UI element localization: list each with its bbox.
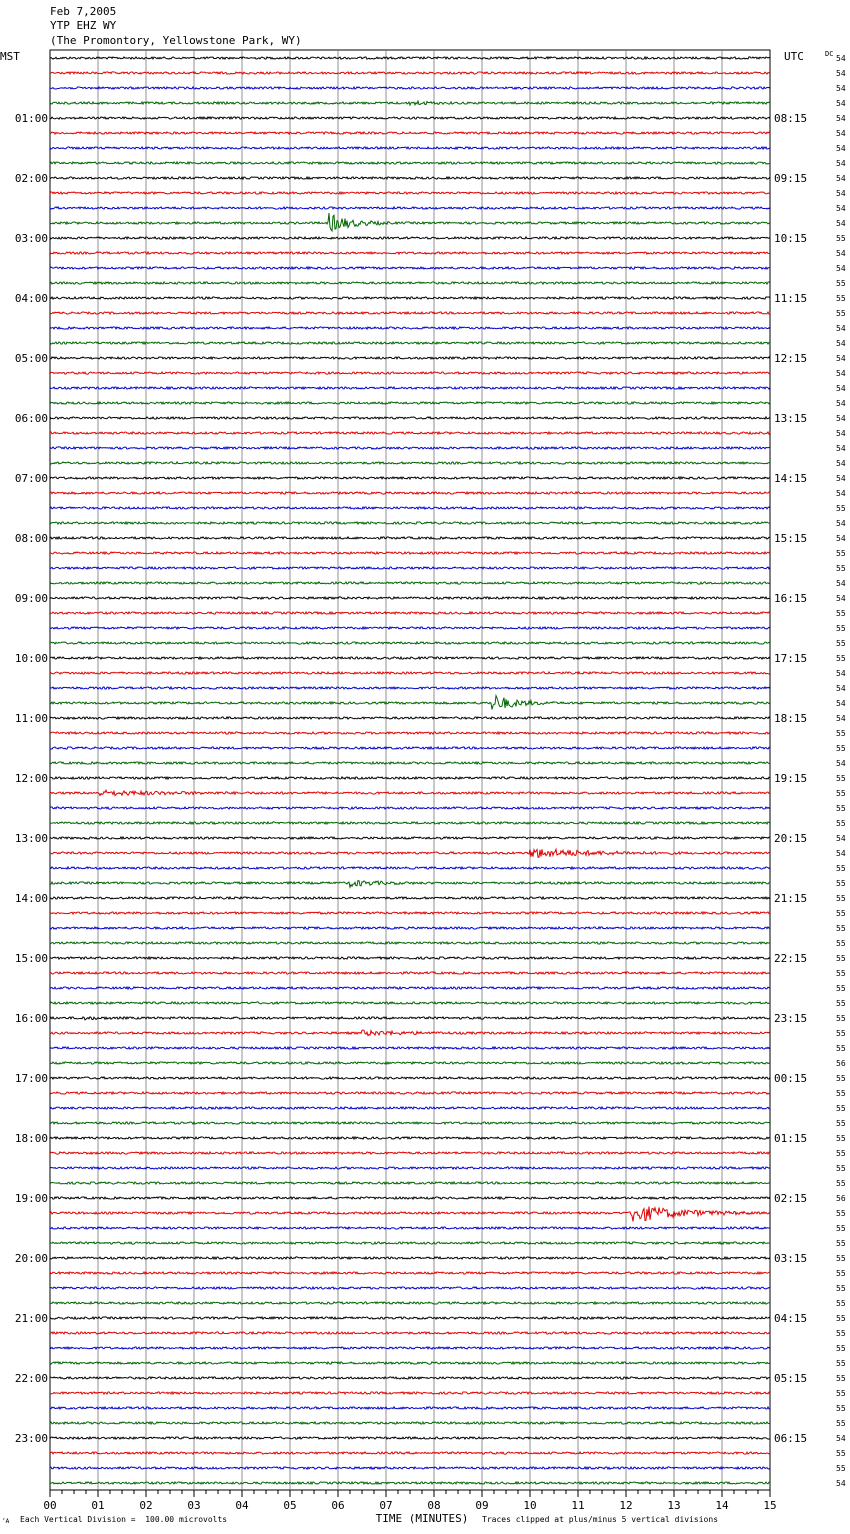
trace-line xyxy=(50,417,770,419)
dc-offset-label: 54 xyxy=(836,714,846,723)
mst-hour-label: 13:00 xyxy=(14,832,48,845)
x-tick-label: 00 xyxy=(43,1499,57,1512)
utc-hour-label: 08:15 xyxy=(774,112,808,125)
trace-line xyxy=(50,213,770,231)
dc-offset-label: 55 xyxy=(836,1029,846,1038)
dc-offset-label: 54 xyxy=(836,174,846,183)
dc-offset-label: 55 xyxy=(836,984,846,993)
dc-offset-label: 55 xyxy=(836,1119,846,1128)
trace-line xyxy=(50,57,770,59)
trace-line xyxy=(50,612,770,614)
dc-offset-label: 54 xyxy=(836,834,846,843)
dc-offset-label: 55 xyxy=(836,1314,846,1323)
x-axis-title: TIME (MINUTES) xyxy=(375,1512,469,1525)
mst-hour-label: 06:00 xyxy=(14,412,48,425)
trace-line xyxy=(50,1227,770,1229)
trace-line xyxy=(50,732,770,734)
trace-line xyxy=(50,552,770,554)
trace-line xyxy=(50,72,770,74)
clip-note: Traces clipped at plus/minus 5 vertical divisions xyxy=(482,1515,719,1524)
dc-offset-label: 55 xyxy=(836,1239,846,1248)
dc-offset-label: 54 xyxy=(836,519,846,528)
dc-offset-label: 54 xyxy=(836,219,846,228)
trace-line xyxy=(50,927,770,929)
trace-line xyxy=(50,1317,770,1319)
dc-offset-label: 54 xyxy=(836,189,846,198)
trace-line xyxy=(50,117,770,119)
dc-offset-label: 55 xyxy=(836,279,846,288)
dc-offset-label: 54 xyxy=(836,849,846,858)
utc-hour-label: 22:15 xyxy=(774,952,808,965)
header-location: (The Promontory, Yellowstone Park, WY) xyxy=(50,34,302,47)
dc-offset-label: 55 xyxy=(836,1389,846,1398)
trace-line xyxy=(50,696,770,710)
trace-line xyxy=(50,762,770,764)
mst-hour-label: 09:00 xyxy=(14,592,48,605)
trace-line xyxy=(50,1092,770,1094)
dc-offset-label: 54 xyxy=(836,84,846,93)
dc-offset-label: 54 xyxy=(836,489,846,498)
dc-offset-label: 54 xyxy=(836,474,846,483)
dc-offset-label: 55 xyxy=(836,1359,846,1368)
dc-offset-label: 55 xyxy=(836,1404,846,1413)
trace-line xyxy=(50,912,770,914)
dc-offset-label: 54 xyxy=(836,339,846,348)
dc-offset-label: 54 xyxy=(836,459,846,468)
dc-offset-label: 54 xyxy=(836,699,846,708)
dc-offset-label: 55 xyxy=(836,819,846,828)
trace-line xyxy=(50,957,770,959)
trace-line xyxy=(50,1287,770,1289)
dc-offset-label: 54 xyxy=(836,69,846,78)
trace-line xyxy=(50,1377,770,1379)
dc-offset-label: 54 xyxy=(836,1434,846,1443)
x-tick-label: 03 xyxy=(187,1499,201,1512)
trace-line xyxy=(50,1152,770,1154)
trace-line xyxy=(50,387,770,389)
dc-offset-label: 55 xyxy=(836,609,846,618)
trace-line xyxy=(50,597,770,599)
mst-hour-label: 18:00 xyxy=(14,1132,48,1145)
dc-offset-label: 54 xyxy=(836,159,846,168)
trace-line xyxy=(50,297,770,299)
utc-hour-label: 17:15 xyxy=(774,652,808,665)
trace-line xyxy=(50,447,770,449)
utc-hour-label: 00:15 xyxy=(774,1072,808,1085)
mst-hour-label: 02:00 xyxy=(14,172,48,185)
trace-line xyxy=(50,987,770,989)
dc-offset-label: 54 xyxy=(836,144,846,153)
dc-offset-label: 55 xyxy=(836,1074,846,1083)
trace-line xyxy=(50,881,770,888)
trace-line xyxy=(50,1002,770,1004)
trace-line xyxy=(50,777,770,779)
dc-offset-label: 55 xyxy=(836,1449,846,1458)
trace-line xyxy=(50,192,770,194)
dc-offset-label: 56 xyxy=(836,1059,846,1068)
utc-hour-label: 02:15 xyxy=(774,1192,808,1205)
trace-line xyxy=(50,1437,770,1439)
x-tick-label: 01 xyxy=(91,1499,105,1512)
trace-line xyxy=(50,1242,770,1244)
x-tick-label: 06 xyxy=(331,1499,345,1512)
dc-offset-label: 54 xyxy=(836,114,846,123)
dc-label: DC xyxy=(825,50,834,58)
trace-line xyxy=(50,492,770,494)
dc-offset-label: 55 xyxy=(836,969,846,978)
trace-line xyxy=(50,1332,770,1334)
trace-line xyxy=(50,1017,770,1020)
trace-line xyxy=(50,567,770,569)
trace-line xyxy=(50,522,770,524)
mst-hour-label: 17:00 xyxy=(14,1072,48,1085)
dc-offset-label: 55 xyxy=(836,309,846,318)
dc-offset-label: 55 xyxy=(836,864,846,873)
dc-offset-label: 54 xyxy=(836,669,846,678)
dc-offset-label: 54 xyxy=(836,684,846,693)
utc-hour-label: 19:15 xyxy=(774,772,808,785)
dc-offset-label: 54 xyxy=(836,384,846,393)
mst-hour-label: 11:00 xyxy=(14,712,48,725)
trace-line xyxy=(50,342,770,344)
dc-offset-label: 54 xyxy=(836,354,846,363)
trace-line xyxy=(50,537,770,539)
dc-offset-label: 54 xyxy=(836,1479,846,1488)
x-tick-label: 08 xyxy=(427,1499,441,1512)
utc-hour-label: 01:15 xyxy=(774,1132,808,1145)
utc-hour-label: 15:15 xyxy=(774,532,808,545)
trace-line xyxy=(50,1302,770,1304)
dc-offset-label: 55 xyxy=(836,879,846,888)
dc-offset-label: 54 xyxy=(836,759,846,768)
dc-offset-label: 54 xyxy=(836,204,846,213)
dc-offset-label: 55 xyxy=(836,639,846,648)
header-station: YTP EHZ WY xyxy=(50,19,117,32)
utc-hour-label: 12:15 xyxy=(774,352,808,365)
trace-line xyxy=(50,177,770,179)
dc-offset-label: 54 xyxy=(836,594,846,603)
dc-offset-label: 55 xyxy=(836,939,846,948)
mst-hour-label: 14:00 xyxy=(14,892,48,905)
trace-line xyxy=(50,1482,770,1484)
trace-line xyxy=(50,282,770,284)
dc-offset-label: 54 xyxy=(836,54,846,63)
trace-line xyxy=(50,942,770,944)
mst-hour-label: 04:00 xyxy=(14,292,48,305)
corner-mark: ‘A xyxy=(2,1518,10,1525)
trace-line xyxy=(50,672,770,674)
dc-offset-label: 55 xyxy=(836,894,846,903)
trace-line xyxy=(50,1047,770,1049)
mst-hour-label: 22:00 xyxy=(14,1372,48,1385)
dc-offset-label: 55 xyxy=(836,1464,846,1473)
utc-hour-label: 10:15 xyxy=(774,232,808,245)
trace-line xyxy=(50,1392,770,1394)
dc-offset-label: 54 xyxy=(836,429,846,438)
utc-hour-label: 03:15 xyxy=(774,1252,808,1265)
dc-offset-label: 55 xyxy=(836,774,846,783)
mst-hour-label: 12:00 xyxy=(14,772,48,785)
trace-line xyxy=(50,849,770,857)
mst-hour-label: 08:00 xyxy=(14,532,48,545)
mst-hour-label: 01:00 xyxy=(14,112,48,125)
utc-axis-label: UTC xyxy=(784,50,804,63)
dc-offset-label: 55 xyxy=(836,804,846,813)
dc-offset-label: 55 xyxy=(836,1269,846,1278)
utc-hour-label: 14:15 xyxy=(774,472,808,485)
trace-line xyxy=(50,1272,770,1274)
x-tick-label: 13 xyxy=(667,1499,681,1512)
dc-offset-label: 54 xyxy=(836,414,846,423)
mst-hour-label: 15:00 xyxy=(14,952,48,965)
dc-offset-label: 54 xyxy=(836,324,846,333)
trace-line xyxy=(50,252,770,254)
utc-hour-label: 09:15 xyxy=(774,172,808,185)
trace-line xyxy=(50,357,770,359)
dc-offset-label: 55 xyxy=(836,234,846,243)
x-tick-label: 07 xyxy=(379,1499,393,1512)
dc-offset-label: 55 xyxy=(836,1104,846,1113)
dc-offset-label: 55 xyxy=(836,1344,846,1353)
dc-offset-label: 55 xyxy=(836,1419,846,1428)
trace-line xyxy=(50,402,770,404)
utc-hour-label: 04:15 xyxy=(774,1312,808,1325)
utc-hour-label: 06:15 xyxy=(774,1432,808,1445)
trace-line xyxy=(50,87,770,89)
utc-hour-label: 16:15 xyxy=(774,592,808,605)
dc-offset-label: 55 xyxy=(836,294,846,303)
dc-offset-label: 55 xyxy=(836,1284,846,1293)
mst-hour-label: 07:00 xyxy=(14,472,48,485)
mst-hour-label: 19:00 xyxy=(14,1192,48,1205)
x-tick-label: 04 xyxy=(235,1499,249,1512)
dc-offset-label: 55 xyxy=(836,924,846,933)
dc-offset-label: 55 xyxy=(836,1014,846,1023)
trace-line xyxy=(50,1422,770,1424)
x-tick-label: 09 xyxy=(475,1499,489,1512)
dc-offset-label: 55 xyxy=(836,654,846,663)
trace-line xyxy=(50,687,770,689)
trace-line xyxy=(50,657,770,659)
dc-offset-label: 55 xyxy=(836,789,846,798)
dc-offset-label: 55 xyxy=(836,549,846,558)
trace-line xyxy=(50,132,770,134)
trace-line xyxy=(50,462,770,464)
trace-line xyxy=(50,1062,770,1064)
trace-line xyxy=(50,327,770,329)
trace-line xyxy=(50,867,770,869)
trace-line xyxy=(50,162,770,164)
dc-offset-label: 55 xyxy=(836,1164,846,1173)
dc-offset-label: 54 xyxy=(836,399,846,408)
x-tick-label: 11 xyxy=(571,1499,585,1512)
trace-line xyxy=(50,1362,770,1364)
dc-offset-label: 55 xyxy=(836,729,846,738)
trace-line xyxy=(50,1077,770,1079)
dc-offset-label: 55 xyxy=(836,1044,846,1053)
dc-offset-label: 55 xyxy=(836,1299,846,1308)
utc-hour-label: 11:15 xyxy=(774,292,808,305)
dc-offset-label: 55 xyxy=(836,1209,846,1218)
header-date: Feb 7,2005 xyxy=(50,5,117,18)
trace-line xyxy=(50,1107,770,1109)
dc-offset-label: 55 xyxy=(836,1254,846,1263)
trace-line xyxy=(50,642,770,644)
trace-line xyxy=(50,1030,770,1036)
utc-hour-label: 05:15 xyxy=(774,1372,808,1385)
mst-hour-label: 23:00 xyxy=(14,1432,48,1445)
trace-line xyxy=(50,207,770,209)
x-tick-label: 12 xyxy=(619,1499,633,1512)
trace-line xyxy=(50,627,770,629)
dc-offset-label: 55 xyxy=(836,999,846,1008)
utc-hour-label: 20:15 xyxy=(774,832,808,845)
scale-note: Each Vertical Division = 100.00 microvolts xyxy=(20,1515,228,1524)
trace-line xyxy=(50,1197,770,1199)
dc-offset-label: 55 xyxy=(836,564,846,573)
dc-offset-label: 54 xyxy=(836,579,846,588)
trace-line xyxy=(50,1467,770,1469)
trace-line xyxy=(50,717,770,719)
mst-hour-label: 05:00 xyxy=(14,352,48,365)
trace-line xyxy=(50,101,770,105)
x-tick-label: 02 xyxy=(139,1499,153,1512)
dc-offset-label: 54 xyxy=(836,129,846,138)
x-tick-label: 10 xyxy=(523,1499,537,1512)
trace-line xyxy=(50,747,770,749)
trace-line xyxy=(50,822,770,824)
x-tick-label: 14 xyxy=(715,1499,729,1512)
dc-offset-label: 55 xyxy=(836,909,846,918)
dc-offset-label: 55 xyxy=(836,1134,846,1143)
utc-hour-label: 21:15 xyxy=(774,892,808,905)
trace-line xyxy=(50,1452,770,1454)
dc-offset-label: 54 xyxy=(836,369,846,378)
trace-line xyxy=(50,267,770,269)
dc-offset-label: 55 xyxy=(836,1089,846,1098)
trace-line xyxy=(50,372,770,374)
trace-line xyxy=(50,1206,770,1221)
dc-offset-label: 54 xyxy=(836,99,846,108)
trace-line xyxy=(50,897,770,899)
dc-offset-label: 55 xyxy=(836,1224,846,1233)
dc-offset-label: 55 xyxy=(836,1149,846,1158)
x-tick-label: 05 xyxy=(283,1499,297,1512)
trace-line xyxy=(50,147,770,149)
dc-offset-label: 54 xyxy=(836,444,846,453)
utc-hour-label: 18:15 xyxy=(774,712,808,725)
dc-offset-label: 55 xyxy=(836,954,846,963)
trace-line xyxy=(50,477,770,479)
dc-offset-label: 55 xyxy=(836,1374,846,1383)
utc-hour-label: 13:15 xyxy=(774,412,808,425)
mst-hour-label: 20:00 xyxy=(14,1252,48,1265)
mst-axis-label: MST xyxy=(0,50,20,63)
trace-line xyxy=(50,582,770,584)
trace-line xyxy=(50,432,770,434)
trace-line xyxy=(50,790,770,795)
trace-line xyxy=(50,1122,770,1124)
trace-line xyxy=(50,1407,770,1409)
dc-offset-label: 54 xyxy=(836,534,846,543)
trace-line xyxy=(50,1347,770,1349)
dc-offset-label: 55 xyxy=(836,1329,846,1338)
trace-line xyxy=(50,837,770,839)
dc-offset-label: 55 xyxy=(836,624,846,633)
trace-line xyxy=(50,1182,770,1184)
trace-line xyxy=(50,1167,770,1169)
mst-hour-label: 03:00 xyxy=(14,232,48,245)
mst-hour-label: 16:00 xyxy=(14,1012,48,1025)
trace-line xyxy=(50,237,770,239)
trace-line xyxy=(50,507,770,509)
trace-line xyxy=(50,972,770,974)
trace-line xyxy=(50,1137,770,1139)
trace-line xyxy=(50,1257,770,1259)
dc-offset-label: 55 xyxy=(836,504,846,513)
dc-offset-label: 55 xyxy=(836,744,846,753)
utc-hour-label: 23:15 xyxy=(774,1012,808,1025)
mst-hour-label: 21:00 xyxy=(14,1312,48,1325)
x-tick-label: 15 xyxy=(763,1499,777,1512)
dc-offset-label: 54 xyxy=(836,264,846,273)
trace-line xyxy=(50,312,770,314)
dc-offset-label: 56 xyxy=(836,1194,846,1203)
dc-offset-label: 54 xyxy=(836,249,846,258)
dc-offset-label: 55 xyxy=(836,1179,846,1188)
mst-hour-label: 10:00 xyxy=(14,652,48,665)
trace-line xyxy=(50,807,770,809)
